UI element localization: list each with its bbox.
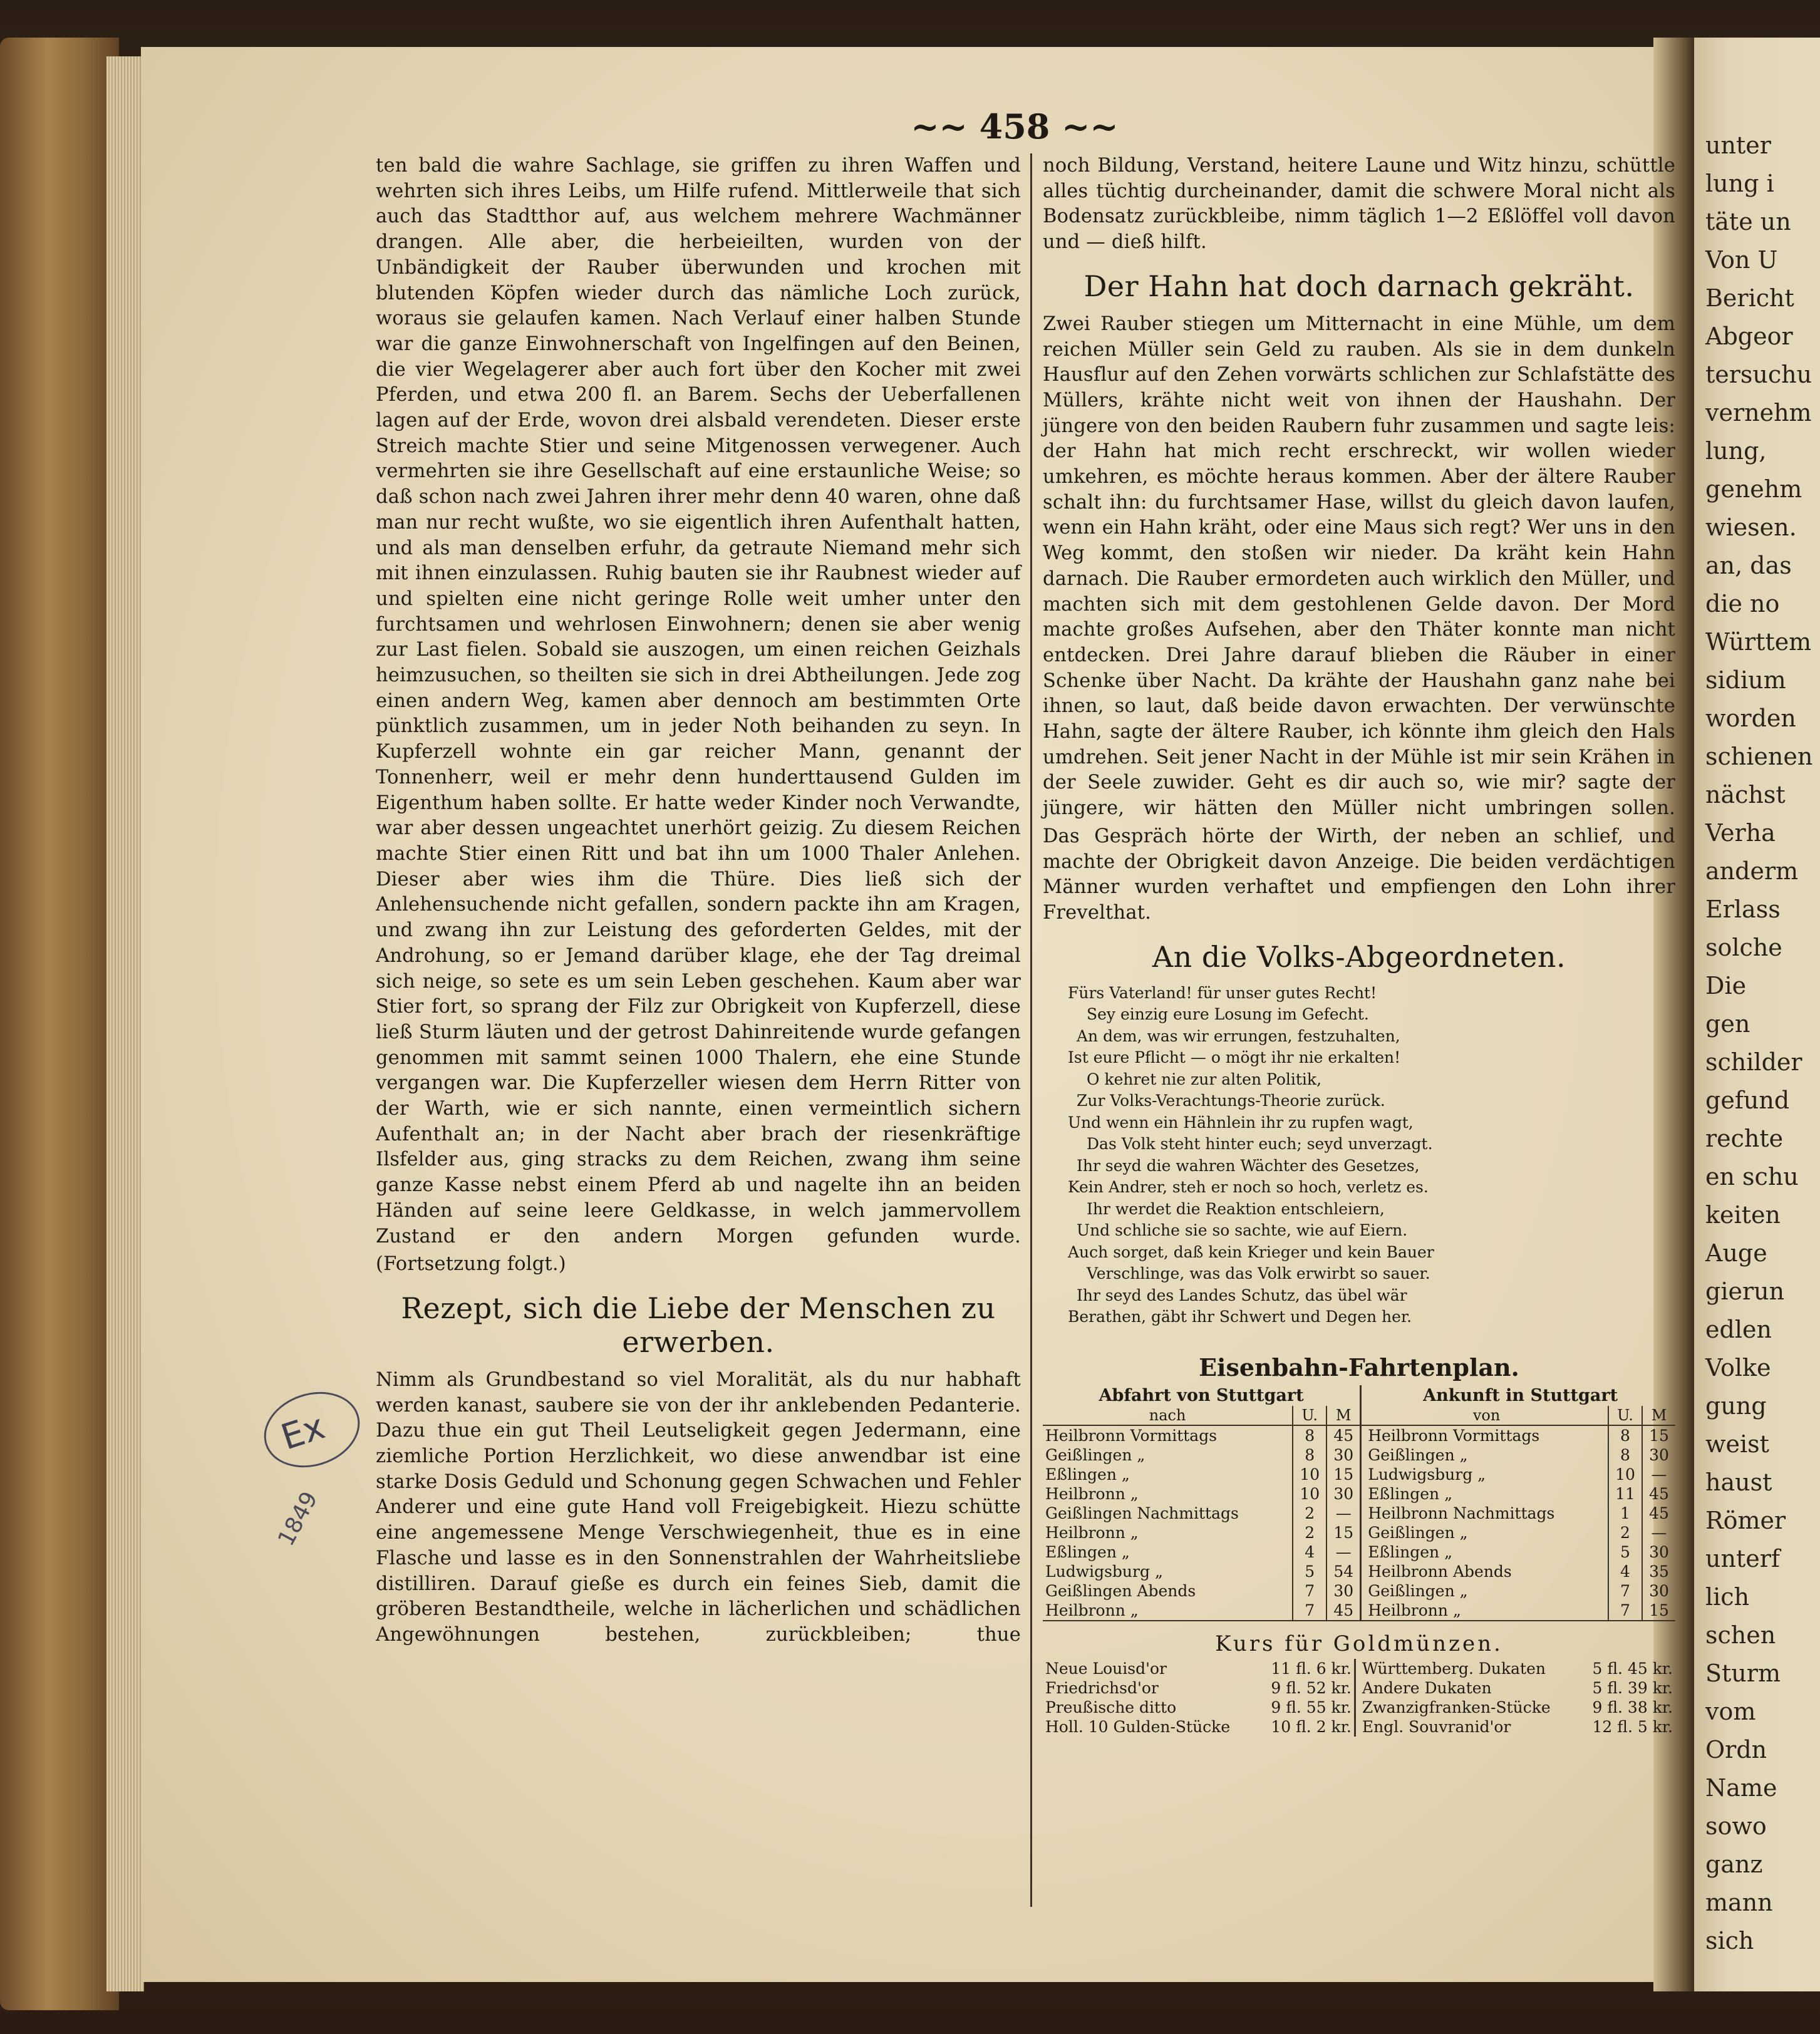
poem-line: Ihr werdet die Reaktion entschleiern, [1087, 1199, 1385, 1218]
right-page-word-fragment: sich [1705, 1927, 1754, 1954]
timetable [1043, 1385, 1675, 1621]
kurs-cell-l_name: Holl. 10 Gulden-Stücke [1045, 1717, 1231, 1736]
timetable-cell-au: 8 [1608, 1425, 1642, 1445]
right-page-word-fragment: Auge [1705, 1239, 1767, 1267]
kurs-cell-l_name: Preußische ditto [1045, 1698, 1177, 1717]
col-u: U. [1293, 1406, 1326, 1425]
timetable-cell-to: Heilbronn „ [1043, 1601, 1293, 1621]
col-m: M [1326, 1406, 1361, 1425]
timetable-row [1043, 1562, 1675, 1581]
kurs-cell-l_val: 9 fl. 55 kr. [1271, 1698, 1352, 1717]
right-page-word-fragment: Württem [1705, 628, 1812, 656]
right-page-word-fragment: genehm [1705, 475, 1802, 503]
page-stack-edges [106, 56, 144, 1991]
column-divider [1030, 153, 1032, 1907]
right-page-word-fragment: vom [1705, 1698, 1756, 1725]
right-page-word-fragment: keiten [1705, 1201, 1781, 1229]
timetable-row [1043, 1425, 1675, 1445]
poem-line: An dem, was wir errungen, festzuhalten, [1077, 1026, 1400, 1045]
right-page-word-fragment: worden [1705, 705, 1796, 732]
right-page-word-fragment: edlen [1705, 1316, 1772, 1343]
right-page-word-fragment: schienen [1705, 743, 1813, 770]
left-column [376, 153, 1021, 1651]
kurs-cell-r_val: 5 fl. 39 kr. [1592, 1678, 1673, 1697]
timetable-cell-dm: 30 [1326, 1484, 1361, 1504]
col-nach: nach [1043, 1406, 1293, 1425]
poem-line: Ist eure Pflicht — o mögt ihr nie erkalten! [1068, 1048, 1401, 1067]
kurs-row [1043, 1659, 1675, 1678]
right-page-word-fragment: solche [1705, 934, 1782, 961]
poem-line: Ihr seyd die wahren Wächter des Gesetzes, [1077, 1156, 1420, 1175]
col-von: von [1361, 1406, 1608, 1425]
header-ornament-left: ~~ [911, 106, 968, 147]
poem-line: Zur Volks-Verachtungs-Theorie zurück. [1077, 1092, 1385, 1110]
right-page-word-fragment: Volke [1705, 1354, 1771, 1381]
kurs-cell-l_name: Neue Louisd'or [1045, 1659, 1167, 1678]
right-page-word-fragment: wiesen. [1705, 514, 1797, 541]
timetable-cell-du: 7 [1293, 1601, 1326, 1621]
continuation-note: (Fortsetzung folgt.) [376, 1253, 566, 1276]
timetable-row [1043, 1465, 1675, 1484]
timetable-row [1043, 1504, 1675, 1523]
timetable-subheader-row [1043, 1406, 1675, 1425]
right-page-word-fragment: rechte [1705, 1125, 1784, 1152]
poem-line: Kein Andrer, steh er noch so hoch, verletz es. [1068, 1178, 1429, 1197]
poem-line: Fürs Vaterland! für unser gutes Recht! [1068, 983, 1377, 1002]
timetable-cell-du: 8 [1293, 1425, 1326, 1445]
poem-line: Das Volk steht hinter euch; seyd unverzagt. [1087, 1135, 1433, 1154]
right-page-word-fragment: unterf [1705, 1545, 1780, 1572]
timetable-row [1043, 1523, 1675, 1542]
timetable-cell-dm: 30 [1326, 1581, 1361, 1601]
right-page-word-fragment: Bericht [1705, 284, 1794, 312]
timetable-row [1043, 1601, 1675, 1621]
kurs-cell-r_val: 9 fl. 38 kr. [1592, 1698, 1673, 1717]
poem-line: Auch sorget, daß kein Krieger und kein Bauer [1068, 1242, 1434, 1261]
right-page-word-fragment: ganz [1705, 1851, 1763, 1878]
arrive-header: Ankunft in Stuttgart [1361, 1385, 1675, 1406]
timetable-cell-to: Eßlingen „ [1045, 1542, 1130, 1561]
timetable-cell-to: Geißlingen „ [1045, 1445, 1145, 1464]
kurs-cell-r_name: Zwanzigfranken-Stücke [1355, 1698, 1578, 1717]
recipe-text: Nimm als Grundbestand so viel Moralität, als du nur habhaft werden kanast, saubere sie von der ihr anklebenden Pedanterie. Dazu thue ein gut Theil Leutseligkeit gegen Jedermann, eine ziemliche Portion Herzlichkeit, wo diese anwendbar ist eine starke Dosis Geduld und Schonung gegen Schwachen und Fehler Anderer und eine gute Hand voll Freigebigkeit. Hiezu schütte eine angemessene Menge Verschwiegenheit, thue es in eine Flasche und lasse es in den Sonnenstrahlen der Wahrheitsliebe distilliren. Darauf gieße es durch ein feines Sieb, damit die gröberen Bestandtheile, welche in lächerlichen und schädlichen Angewöhnungen bestehen, zurückbleiben; thue [376, 1368, 1021, 1646]
handwritten-year: 1849 [273, 1487, 323, 1551]
timetable-cell-am: 30 [1642, 1542, 1675, 1562]
timetable-cell-am: 30 [1642, 1581, 1675, 1601]
timetable-title: Eisenbahn-Fahrtenplan. [1199, 1353, 1519, 1381]
hahn-story-title: Der Hahn hat doch darnach gekräht. [1083, 269, 1635, 303]
timetable-cell-to: Heilbronn „ [1045, 1523, 1139, 1542]
right-page-word-fragment: gen [1705, 1010, 1750, 1038]
right-page-word-fragment: Erlass [1705, 896, 1781, 923]
right-page-word-fragment: gung [1705, 1392, 1767, 1420]
right-page-word-fragment: vernehm [1705, 399, 1812, 426]
right-page-word-fragment: unter [1705, 132, 1771, 159]
timetable-cell-dm: — [1326, 1504, 1361, 1523]
timetable-row [1043, 1484, 1675, 1504]
timetable-header-row [1043, 1385, 1675, 1406]
right-page-word-fragment: die no [1705, 590, 1780, 617]
right-page-word-fragment: Die [1705, 972, 1747, 999]
timetable-cell-dm: 15 [1326, 1465, 1361, 1484]
right-page-word-fragment: Ordn [1705, 1736, 1767, 1763]
right-page-word-fragment: an, das [1705, 552, 1792, 579]
kurs-cell-r_name: Engl. Souvranid'or [1355, 1717, 1578, 1737]
right-page-word-fragment: Von U [1705, 246, 1778, 274]
kurs-cell-r_val: 12 fl. 5 kr. [1592, 1717, 1673, 1736]
timetable-cell-am: 15 [1642, 1601, 1675, 1621]
timetable-cell-dm: — [1326, 1542, 1361, 1562]
story-continuation-text: ten bald die wahre Sachlage, sie griffen zu ihren Waffen und wehrten sich ihres Leibs, um Hilfe rufend. Mittlerweile that sich auch das Stadtthor auf, aus welchem mehrere Wachmänner drangen. Alle aber, die herbeieilten, wurden von der Unbändigkeit der Rauber überwunden und krochen mit blutenden Köpfen wieder durch das nämliche Loch zurück, woraus sie gelaufen kamen. Nach Verlauf einer halben Stunde war die ganze Einwohnerschaft von Ingelfingen auf den Beinen, die vier Wegelagerer aber auch fort über den Kocher mit zwei Pferden, und etwa 200 fl. an Barem. Sechs der Ueberfallenen lagen auf der Erde, wovon drei alsbald verendeten. Dieser erste Streich machte Stier und seine Mitgenossen verwegener. Auch vermehrten sie ihre Gesellschaft auf eine erstaunliche Weise; so daß schon nach zwei Jahren ihrer mehr denn 40 waren, ohne daß man nur recht wußte, wo sie eigentlich ihren Aufenthalt hatten, und als man denselben erfuhr, da getraute Niemand mehr sich mit ihnen einzulassen. Ruhig bauten sie ihr Raubnest wieder auf und spielten eine nicht geringe Rolle weit umher unter den furchtsamen und wehrlosen Einwohnern; denen sie aber wenig zur Last fielen. Sobald sie auszogen, um einen reichen Geizhals heimzusuchen, so theilten sie sich in drei Abtheilungen. Jede zog einen andern Weg, kamen aber dennoch am bestimmten Orte pünktlich zusammen, um in jeder Noth beihanden zu seyn. In Kupferzell wohnte ein gar reicher Mann, genannt der Tonnenherr, weil er mehr denn hunderttausend Gulden im Eigenthum haben sollte. Er hatte weder Kinder noch Verwandte, war aber dessen ungeachtet unerhört geizig. Zu diesem Reichen machte Stier einen Ritt und bat ihn um 1000 Thaler Anlehen. Dieser aber wies ihm die Thüre. Dies ließ sich der Anlehensuchende nicht gefallen, sondern packte ihn am Kragen, und zwang ihn zur Leistung des geforderten Geldes, mit der Androhung, so er Jemand darüber klage, ehe der Tag dreimal sich neige, so sete es um sein Leben geschehen. Kaum aber war Stier fort, so sprang der Filz zur Obrigkeit von Kupferzell, diese ließ Sturm läuten und der getrost Dahinreitende wurde gefangen genommen mit sammt seinen 1000 Thalern, ehe eine Stunde vergangen war. Die Kupferzeller wiesen dem Herrn Ritter von der Warth, wie er sich nannte, einen vermeintlich sichern Aufenthalt an; in der Nacht aber brach der riesenkräftige Ilsfelder aus, ging stracks zu dem Reichen, zwang ihm seine ganze Kasse nebst einem Pferd ab und nagelte ihn an beiden Händen auf seine leere Geldkasse, in welch jammervollem Zustand er den andern Morgen gefunden wurde. [376, 155, 1021, 1247]
right-page-word-fragment: schen [1705, 1621, 1776, 1649]
timetable-cell-am: 35 [1642, 1562, 1675, 1581]
continuation-note-line [376, 1252, 1021, 1278]
timetable-cell-am: — [1642, 1465, 1675, 1484]
timetable-cell-from: Geißlingen „ [1361, 1581, 1608, 1601]
right-page-word-fragment: Sturm [1705, 1660, 1781, 1687]
right-page-fragment [1694, 38, 1820, 1991]
right-page-word-fragment: Verha [1705, 819, 1776, 847]
timetable-cell-to: Heilbronn „ [1045, 1484, 1139, 1503]
timetable-cell-am: 30 [1642, 1445, 1675, 1465]
gold-coin-rates [1043, 1659, 1675, 1737]
timetable-cell-to: Ludwigsburg „ [1045, 1562, 1163, 1581]
timetable-cell-du: 7 [1293, 1581, 1326, 1601]
timetable-cell-au: 5 [1608, 1542, 1642, 1562]
poem-line: Ihr seyd des Landes Schutz, das übel wär [1077, 1286, 1407, 1304]
header-ornament-right: ~~ [1062, 106, 1119, 147]
timetable-cell-to: Eßlingen „ [1045, 1465, 1130, 1484]
right-page-word-fragment: schilder [1705, 1048, 1802, 1076]
poem-line: O kehret nie zur alten Politik, [1087, 1070, 1322, 1088]
hahn-story-paragraph: Zwei Rauber stiegen um Mitternacht in eine Mühle, um dem reichen Müller sein Geld zu rauben. Als sie in dem dunkeln Hausflur auf den Zehen vorwärts schlichen zur Schlafstätte des Müllers, krähte nicht weit von ihnen der Haushahn. Der jüngere von den beiden Raubern fuhr zusammen und sagte leis: der Hahn hat mich recht erschreckt, wir wollen wieder umkehren, es möchte heraus kommen. Aber der ältere Rauber schalt ihn: du furchtsamer Hase, willst du gleich davon laufen, wenn ein Hahn kräht, oder eine Maus sich regt? Wer uns in den Weg kommt, den stoßen wir nieder. Da kräht kein Hahn darnach. Die Rauber ermordeten auch wirklich den Müller, und machten sich mit dem gestohlenen Gelde davon. Der Mord machte großes Aufsehen, aber den Thäter konnte man nicht entdecken. Drei Jahre darauf blieben die Räuber in einer Schenke über Nacht. Da krähte der Haushahn ganz nahe bei ihnen, so laut, daß beide davon erwachten. Der verwünschte Hahn, sagte der ältere Rauber, ich könnte ihm gleich den Hals umdrehen. Seit jener Nacht in der Mühle ist mir sein Krähen in der Seele zuwider. Geht es dir auch so, wie mir? sagte der jüngere, wir hätten den Müller nicht umbringen sollen. [1043, 312, 1675, 820]
timetable-cell-from: Eßlingen „ [1361, 1542, 1608, 1562]
kurs-cell-r_name: Württemberg. Dukaten [1355, 1659, 1578, 1678]
timetable-cell-au: 8 [1608, 1445, 1642, 1465]
timetable-cell-du: 2 [1293, 1523, 1326, 1542]
kurs-title: Kurs für Goldmünzen. [1215, 1631, 1503, 1656]
right-page-word-fragment: täte un [1705, 208, 1791, 235]
timetable-cell-am: — [1642, 1523, 1675, 1542]
kurs-cell-l_name: Friedrichsd'or [1045, 1678, 1159, 1697]
right-page-word-fragment: Name [1705, 1774, 1777, 1802]
timetable-cell-dm: 45 [1326, 1425, 1361, 1445]
kurs-cell-l_val: 10 fl. 2 kr. [1271, 1717, 1352, 1736]
timetable-cell-from: Geißlingen „ [1361, 1445, 1608, 1465]
timetable-cell-dm: 30 [1326, 1445, 1361, 1465]
timetable-cell-du: 8 [1293, 1445, 1326, 1465]
hahn-story-paragraph: Das Gespräch hörte der Wirth, der neben an schlief, und machte der Obrigkeit davon Anzeige. Die beiden verdächtigen Männer wurden verhaftet und empfiengen den Lohn ihrer Frevelthat. [1043, 825, 1675, 924]
timetable-cell-dm: 45 [1326, 1601, 1361, 1621]
timetable-cell-from: Heilbronn Vormittags [1361, 1425, 1608, 1445]
page-number-value: 458 [979, 106, 1050, 147]
right-page-word-fragment: mann [1705, 1889, 1773, 1916]
timetable-cell-am: 45 [1642, 1484, 1675, 1504]
recipe-continued-text: noch Bildung, Verstand, heitere Laune und Witz hinzu, schüttle alles tüchtig durcheinander, damit die schwere Moral nicht als Bodensatz zurückbleibe, nimm täglich 1—2 Eßlöffel voll davon und — dieß hilft. [1043, 155, 1675, 254]
depart-header: Abfahrt von Stuttgart [1099, 1385, 1304, 1405]
right-page-word-fragment: sidium [1705, 666, 1786, 694]
timetable-cell-from: Heilbronn Nachmittags [1361, 1504, 1608, 1523]
right-column [1043, 153, 1675, 1737]
poem-line: Und schliche sie so sachte, wie auf Eiern. [1077, 1221, 1408, 1240]
timetable-cell-to: Geißlingen Abends [1045, 1581, 1196, 1600]
timetable-cell-du: 10 [1293, 1484, 1326, 1504]
poem [1068, 983, 1675, 1328]
page-number [889, 106, 1140, 147]
timetable-cell-du: 2 [1293, 1504, 1326, 1523]
timetable-row [1043, 1445, 1675, 1465]
kurs-row [1043, 1678, 1675, 1698]
recipe-title: Rezept, sich die Liebe der Menschen zu erwerben. [401, 1291, 996, 1359]
right-page-word-fragment: tersuchu [1705, 361, 1812, 388]
timetable-cell-from: Geißlingen „ [1361, 1523, 1608, 1542]
right-page-word-fragment: sowo [1705, 1812, 1767, 1840]
right-page-word-fragment: lung i [1705, 170, 1774, 197]
timetable-cell-to: Heilbronn Vormittags [1045, 1426, 1218, 1445]
kurs-cell-l_val: 11 fl. 6 kr. [1271, 1659, 1352, 1678]
timetable-row [1043, 1581, 1675, 1601]
kurs-row [1043, 1717, 1675, 1737]
timetable-cell-au: 7 [1608, 1581, 1642, 1601]
right-page-word-fragment: lich [1705, 1583, 1750, 1611]
right-page-word-fragment: en schu [1705, 1163, 1799, 1190]
timetable-cell-au: 4 [1608, 1562, 1642, 1581]
timetable-cell-du: 5 [1293, 1562, 1326, 1581]
timetable-cell-du: 4 [1293, 1542, 1326, 1562]
timetable-cell-au: 10 [1608, 1465, 1642, 1484]
timetable-cell-au: 1 [1608, 1504, 1642, 1523]
timetable-cell-du: 10 [1293, 1465, 1326, 1484]
timetable-cell-au: 2 [1608, 1523, 1642, 1542]
timetable-cell-from: Heilbronn Abends [1361, 1562, 1608, 1581]
timetable-cell-dm: 54 [1326, 1562, 1361, 1581]
timetable-cell-from: Ludwigsburg „ [1361, 1465, 1608, 1484]
right-page-word-fragment: Abgeor [1705, 323, 1793, 350]
kurs-cell-l_val: 9 fl. 52 kr. [1271, 1678, 1352, 1697]
kurs-cell-r_name: Andere Dukaten [1355, 1678, 1578, 1698]
right-page-word-fragment: weist [1705, 1430, 1769, 1458]
kurs-row [1043, 1698, 1675, 1717]
book-cover-edge [0, 38, 119, 2010]
timetable-cell-from: Eßlingen „ [1361, 1484, 1608, 1504]
col-m: M [1642, 1406, 1675, 1425]
col-u: U. [1608, 1406, 1642, 1425]
right-page-word-fragment: anderm [1705, 857, 1799, 885]
poem-line: Und wenn ein Hähnlein ihr zu rupfen wagt, [1068, 1113, 1414, 1132]
right-page-word-fragment: lung, [1705, 437, 1767, 465]
timetable-cell-am: 15 [1642, 1425, 1675, 1445]
timetable-cell-from: Heilbronn „ [1361, 1601, 1608, 1621]
kurs-cell-r_val: 5 fl. 45 kr. [1592, 1659, 1673, 1678]
right-page-word-fragment: Römer [1705, 1507, 1786, 1534]
poem-line: Berathen, gäbt ihr Schwert und Degen her. [1068, 1308, 1412, 1326]
timetable-row [1043, 1542, 1675, 1562]
right-page-word-fragment: haust [1705, 1469, 1772, 1496]
stamp-text: Ex [276, 1406, 330, 1458]
timetable-cell-dm: 15 [1326, 1523, 1361, 1542]
right-page-word-fragment: gierun [1705, 1278, 1785, 1305]
poem-line: Sey einzig eure Losung im Gefecht. [1087, 1005, 1369, 1024]
timetable-cell-to: Geißlingen Nachmittags [1045, 1504, 1239, 1522]
right-page-word-fragment: nächst [1705, 781, 1786, 808]
poem-line: Verschlinge, was das Volk erwirbt so sauer. [1087, 1264, 1430, 1283]
timetable-cell-au: 11 [1608, 1484, 1642, 1504]
timetable-cell-am: 45 [1642, 1504, 1675, 1523]
right-page-word-fragment: gefund [1705, 1087, 1790, 1114]
poem-title: An die Volks-Abgeordneten. [1152, 939, 1566, 974]
timetable-cell-au: 7 [1608, 1601, 1642, 1621]
